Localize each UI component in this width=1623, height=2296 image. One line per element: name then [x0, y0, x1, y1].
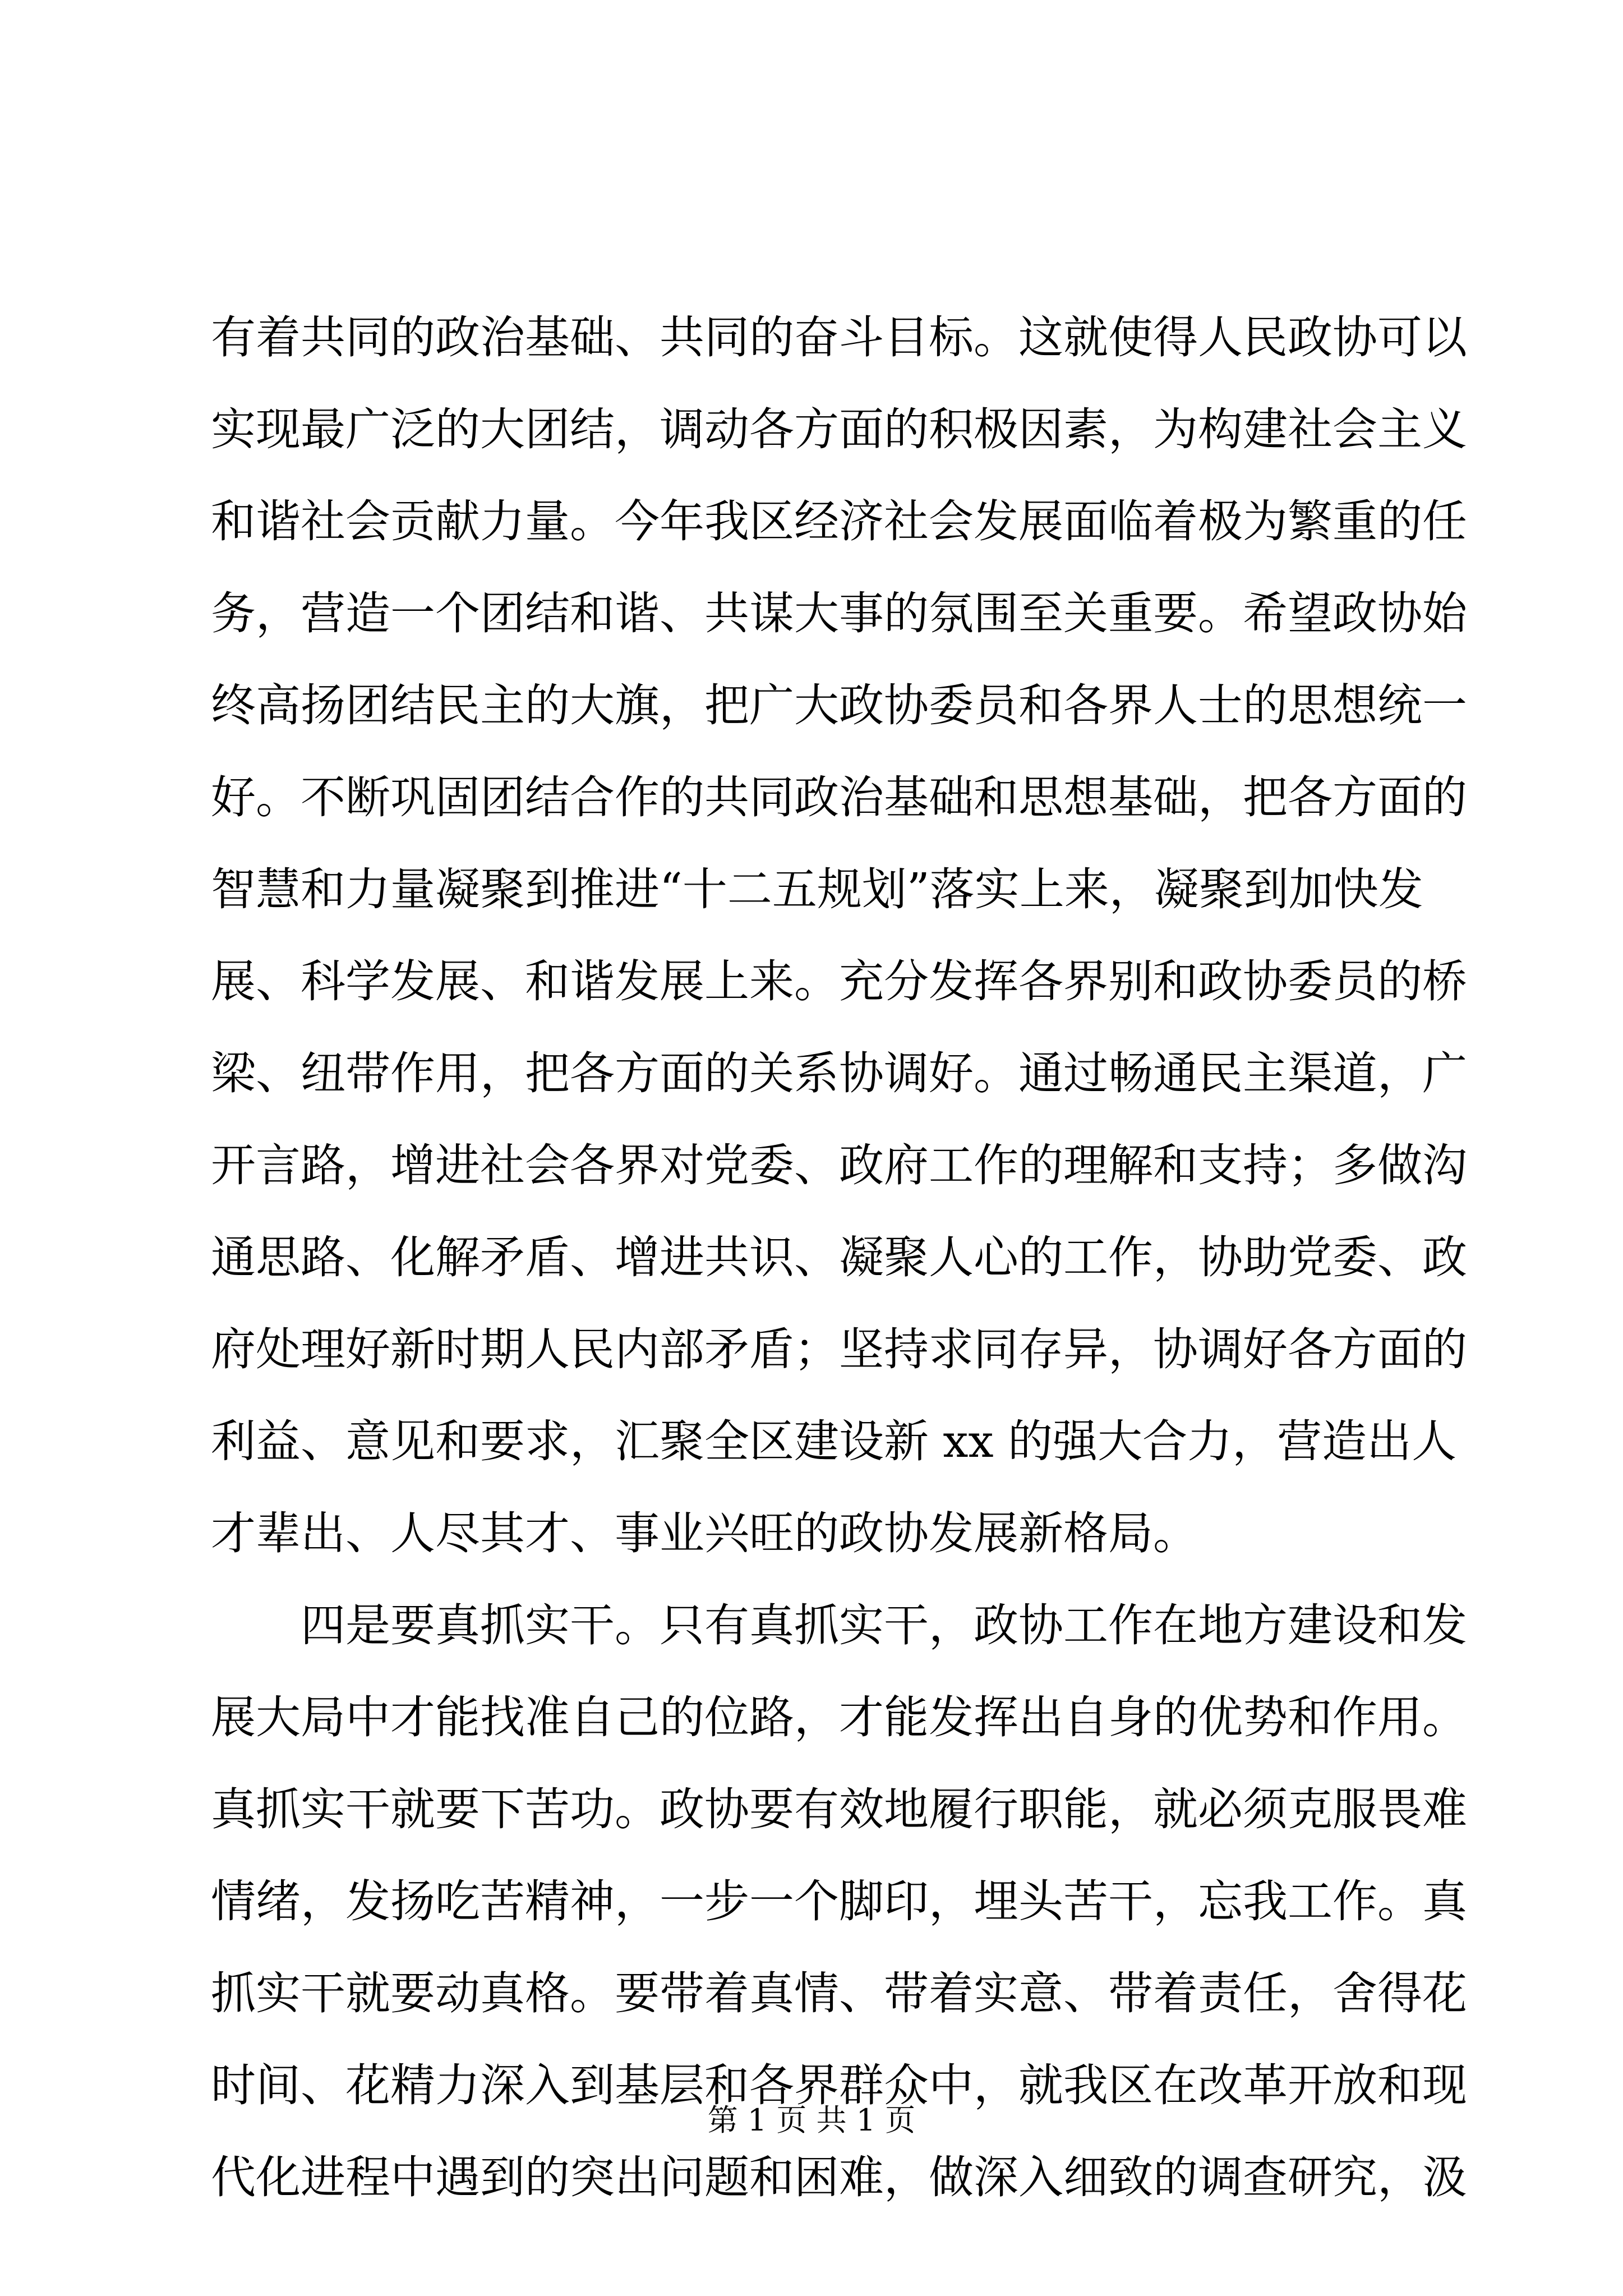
text-line: 四是要真抓实干。只有真抓实干，政协工作在地方建设和发: [211, 1599, 1467, 1651]
text-line: 情绪，发扬吃苦精神，一步一个脚印，埋头苦干，忘我工作。真: [211, 1875, 1467, 1927]
text-line: 利益、意见和要求，汇聚全区建设新 xx 的强大合力，营造出人: [211, 1415, 1457, 1467]
text-line: 终高扬团结民主的大旗，把广大政协委员和各界人士的思想统一: [211, 679, 1467, 731]
text-line: 务，营造一个团结和谐、共谋大事的氛围至关重要。希望政协始: [211, 587, 1467, 639]
text-line: 梁、纽带作用，把各方面的关系协调好。通过畅通民主渠道，广: [211, 1047, 1467, 1099]
text-line: 展、科学发展、和谐发展上来。充分发挥各界别和政协委员的桥: [211, 955, 1467, 1007]
page-footer: [0, 2098, 1623, 2143]
document-body: [211, 292, 1467, 2224]
text-line: 通思路、化解矛盾、增进共识、凝聚人心的工作，协助党委、政: [211, 1231, 1467, 1283]
text-line: 府处理好新时期人民内部矛盾；坚持求同存异，协调好各方面的: [211, 1323, 1467, 1375]
text-line: 才辈出、人尽其才、事业兴旺的政协发展新格局。: [211, 1507, 1198, 1559]
text-line: 抓实干就要动真格。要带着真情、带着实意、带着责任，舍得花: [211, 1967, 1467, 2019]
text-line: 好。不断巩固团结合作的共同政治基础和思想基础，把各方面的: [211, 771, 1467, 823]
text-line: 有着共同的政治基础、共同的奋斗目标。这就使得人民政协可以: [211, 311, 1467, 364]
page-number-label: 第 1 页 共 1 页: [707, 2102, 916, 2138]
text-line: 时间、花精力深入到基层和各界群众中，就我区在改革开放和现: [211, 2059, 1467, 2111]
text-line: 真抓实干就要下苦功。政协要有效地履行职能，就必须克服畏难: [211, 1783, 1467, 1835]
text-line: 代化进程中遇到的突出问题和困难，做深入细致的调查研究，汲: [211, 2151, 1467, 2203]
text-line: 智慧和力量凝聚到推进“十二五规划”落实上来，凝聚到加快发: [211, 863, 1423, 915]
text-line: 展大局中才能找准自己的位路，才能发挥出自身的优势和作用。: [211, 1691, 1467, 1743]
text-line: 和谐社会贡献力量。今年我区经济社会发展面临着极为繁重的任: [211, 495, 1467, 547]
text-line: 实现最广泛的大团结，调动各方面的积极因素，为构建社会主义: [211, 403, 1467, 455]
text-line: 开言路，增进社会各界对党委、政府工作的理解和支持；多做沟: [211, 1139, 1467, 1191]
